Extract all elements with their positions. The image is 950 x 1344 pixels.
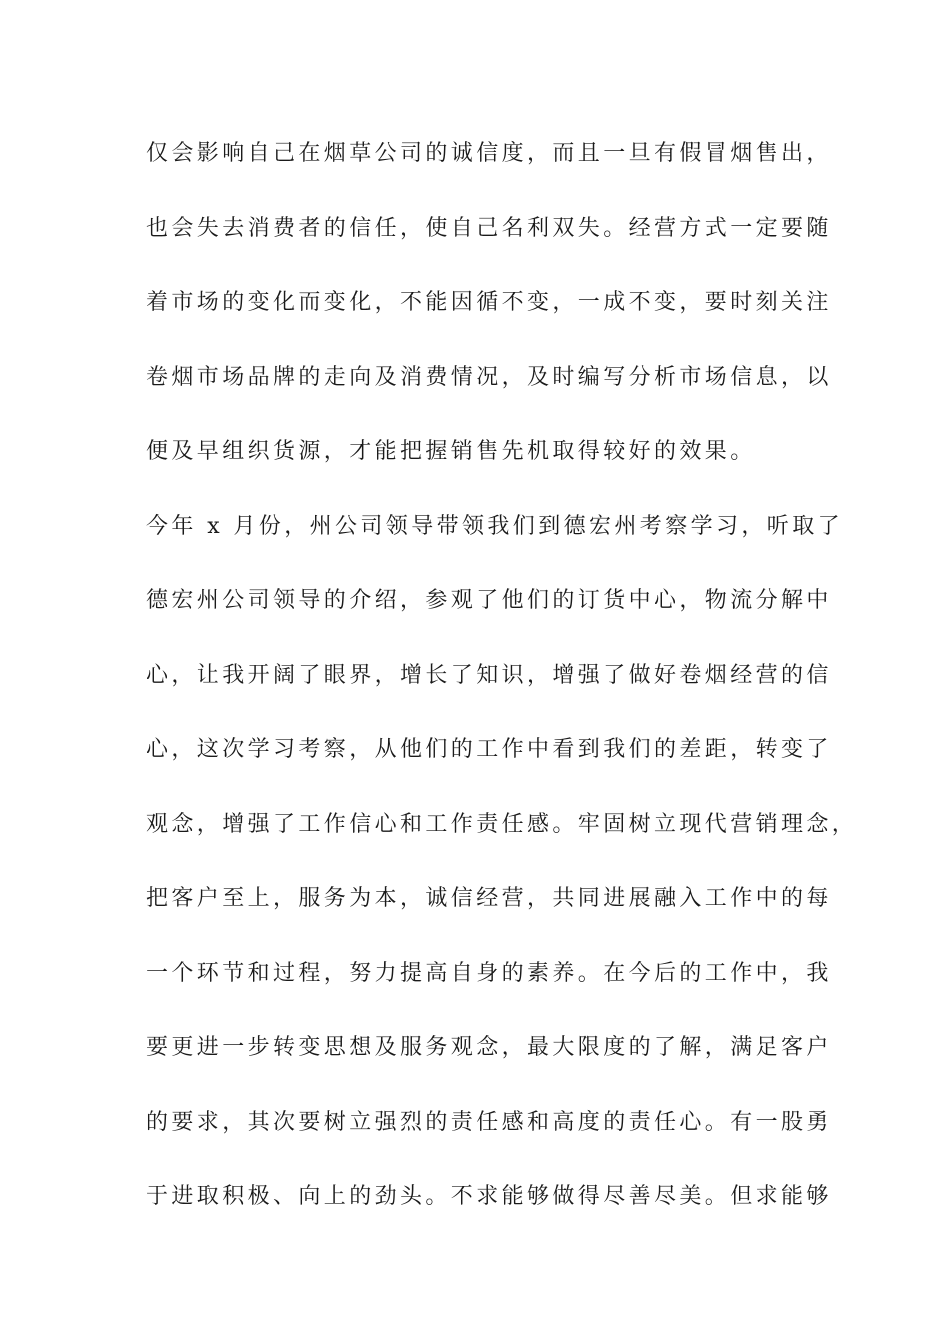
text-line: 要更进一步转变思想及服务观念，最大限度的了解，满足客户	[146, 1035, 832, 1060]
text-line: 心，这次学习考察，从他们的工作中看到我们的差距，转变了	[146, 737, 832, 762]
text-line: 心，让我开阔了眼界，增长了知识，增强了做好卷烟经营的信	[146, 662, 832, 688]
text-line: 仅会影响自己在烟草公司的诚信度，而且一旦有假冒烟售出，	[146, 141, 832, 166]
text-line: 德宏州公司领导的介绍，参观了他们的订货中心，物流分解中	[146, 588, 832, 613]
text-line: 一个环节和过程，努力提高自身的素养。在今后的工作中，我	[146, 960, 832, 986]
text-line: 也会失去消费者的信任，使自己名利双失。经营方式一定要随	[146, 215, 832, 241]
body-text	[146, 132, 858, 1250]
text-line: 的要求，其次要树立强烈的责任感和高度的责任心。有一股勇	[146, 1109, 832, 1135]
text-line: 今年 x 月份，州公司领导带领我们到德宏州考察学习，听取了	[146, 513, 843, 539]
text-line: 观念，增强了工作信心和工作责任感。牢固树立现代营销理念，	[146, 811, 858, 837]
text-line: 把客户至上，服务为本，诚信经营，共同进展融入工作中的每	[146, 886, 832, 911]
text-line: 于进取积极、向上的劲头。不求能够做得尽善尽美。但求能够	[146, 1184, 832, 1209]
text-line: 便及早组织货源，才能把握销售先机取得较好的效果。	[146, 439, 756, 464]
text-line: 着市场的变化而变化，不能因循不变，一成不变，要时刻关注	[146, 290, 832, 315]
text-line: 卷烟市场品牌的走向及消费情况，及时编写分析市场信息，以	[146, 364, 832, 390]
